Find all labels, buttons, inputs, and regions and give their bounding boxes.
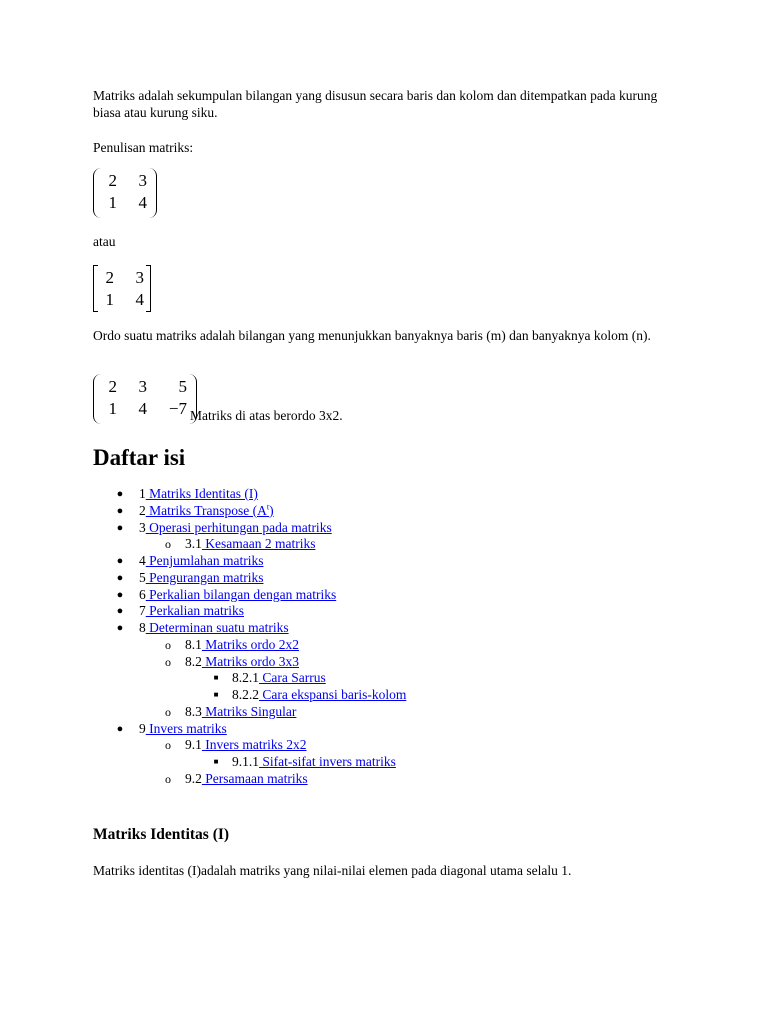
left-paren [93,168,101,218]
section-paragraph: Matriks identitas (I)adalah matriks yang nilai-nilai elemen pada diagonal utama selalu 1. [93,863,572,878]
matrix-cell: −7 [168,399,187,418]
toc-item: ● 3 Operasi perhitungan pada matriks [116,519,332,535]
toc-item: ● 1 Matriks Identitas (I) [116,486,258,501]
toc-link[interactable]: Persamaan matriks [201,770,308,786]
matrix-cell: 1 [108,399,117,418]
atau-text: atau [93,234,116,249]
toc-link[interactable]: Perkalian bilangan dengan matriks [145,586,337,602]
matrix-parentheses [93,168,157,218]
left-bracket [93,265,98,312]
toc-link[interactable]: Kesamaan 2 matriks [201,536,316,552]
bullet-icon: ● [116,555,124,567]
toc-link[interactable]: Matriks ordo 3x3 [201,653,299,669]
toc-link[interactable]: Operasi perhitungan pada matriks [145,519,332,535]
toc-link[interactable]: Determinan suatu matriks [145,620,289,635]
right-bracket [146,265,151,312]
matrix-cell: 3 [138,377,147,396]
matrix-square-brackets [93,265,151,312]
matrix-cell: 3 [138,171,147,190]
toc-item: o 9.1 Invers matriks 2x2 [165,737,307,753]
toc-item: ■ 8.2.2 Cara ekspansi baris-kolom [93,687,406,704]
bullet-icon: o [165,704,171,719]
toc-link[interactable]: Penjumlahan matriks [145,553,264,568]
bullet-icon: ● [116,488,124,500]
right-paren [149,168,157,218]
toc-item: o 8.1 Matriks ordo 2x2 [165,636,299,652]
toc-item: o 8.2 Matriks ordo 3x3 [165,653,299,669]
toc-link[interactable]: Matriks Transpose (A$^t$) [145,502,274,518]
ordo-paragraph: Ordo suatu matriks adalah bilangan yang menunjukkan banyaknya baris (m) dan banyaknya kolom (n). [93,328,651,343]
penulisan-label: Penulisan matriks: [93,140,194,155]
bullet-icon: ■ [213,673,219,683]
bullet-icon: ● [116,605,124,618]
toc-item: ● 7 Perkalian matriks [116,603,244,619]
toc-title: Daftar isi [93,445,186,470]
bullet-icon: ■ [213,757,219,766]
matrix-cell: 4 [138,399,147,418]
matrix-cell: 4 [138,193,147,212]
toc-item: o 9.2 Persamaan matriks [165,770,308,786]
bullet-icon: o [165,771,171,786]
matrix-cell: 2 [108,377,117,396]
toc-item: ● 2 Matriks Transpose (A$^t$) [116,502,274,518]
toc-link[interactable]: Invers matriks 2x2 [201,737,307,753]
bullet-icon: o [165,738,171,753]
toc-item: ● 4 Penjumlahan matriks [116,553,264,568]
toc-item: o 3.1 Kesamaan 2 matriks [165,536,316,552]
bullet-icon: ● [116,722,124,735]
toc-link[interactable]: Matriks Singular [201,703,297,719]
matrix-ordo-caption: Matriks di atas berordo 3x2. [190,408,343,423]
matrix-ordo [93,374,197,424]
toc-item: ■ 8.2.1 Cara Sarrus [93,670,406,687]
bullet-icon: ● [116,622,124,634]
toc-link[interactable]: Pengurangan matriks [145,569,264,585]
bullet-icon: o [165,537,171,552]
bullet-icon: ■ [213,690,219,699]
toc-link[interactable]: Matriks Identitas (I) [145,486,258,501]
toc-link[interactable]: Invers matriks [145,720,227,736]
matrix-cell: 1 [105,290,114,309]
bullet-icon: ● [116,571,124,584]
toc-item: o 8.3 Matriks Singular [165,703,297,719]
toc-item: ● 5 Pengurangan matriks [116,569,264,585]
toc-link[interactable]: Matriks ordo 2x2 [201,636,299,652]
section-title: Matriks Identitas (I) [93,826,230,843]
intro-paragraph: Matriks adalah sekumpulan bilangan yang disusun secara baris dan kolom dan ditempatkan pada kurung biasa atau kurung siku. [93,88,658,120]
matrix-cell: 5 [178,377,187,396]
bullet-icon: ● [116,521,124,534]
bullet-icon: ● [116,588,124,601]
matrix-cell: 1 [108,193,117,212]
toc-link[interactable]: Cara ekspansi baris-kolom [259,687,407,702]
matrix-cell: 2 [108,171,117,190]
matrix-cell: 4 [135,290,144,309]
bullet-icon: ● [116,504,124,517]
matrix-cell: 2 [105,268,114,287]
toc-item: ● 8 Determinan suatu matriks [116,620,289,635]
toc-item: ● 6 Perkalian bilangan dengan matriks [116,586,337,602]
bullet-icon: o [165,637,171,652]
toc-link[interactable]: Cara Sarrus [259,670,326,686]
matrix-cell: 3 [135,268,144,287]
toc-link[interactable]: Perkalian matriks [145,603,244,619]
toc-item: ● 9 Invers matriks [116,720,227,736]
bullet-icon: o [165,654,171,669]
table-of-contents [93,486,406,788]
toc-item: ■ 9.1.1 Sifat-sifat invers matriks [93,754,406,771]
left-paren [93,374,101,424]
toc-link[interactable]: Sifat-sifat invers matriks [259,754,396,769]
